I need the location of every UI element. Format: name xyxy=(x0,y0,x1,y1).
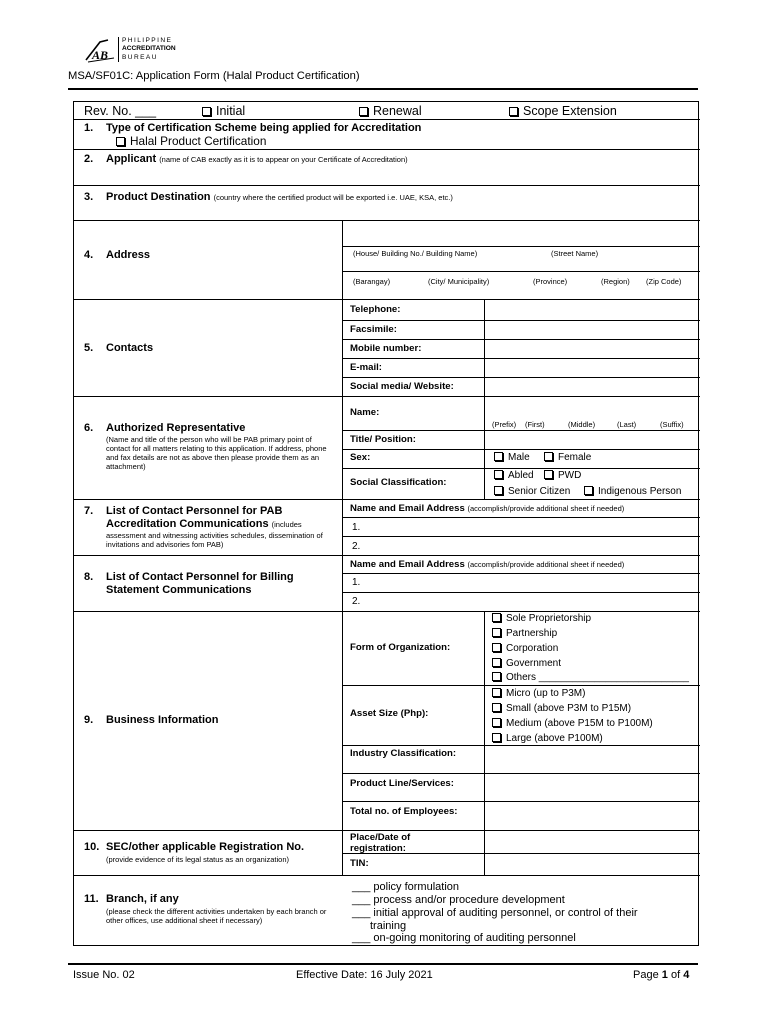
org-option-label: Sole Proprietorship xyxy=(506,613,592,624)
footer-rule xyxy=(68,963,698,965)
social-media-label: Social media/ Website: xyxy=(350,381,454,392)
product-line-label: Product Line/Services: xyxy=(350,778,454,789)
s2-applicant xyxy=(106,153,408,165)
checkbox-icon xyxy=(492,658,501,667)
place-date-label-1: Place/Date of xyxy=(350,832,411,843)
pab-logo xyxy=(84,36,204,66)
application-form xyxy=(73,101,699,946)
rev-scope-checkbox[interactable] xyxy=(509,104,617,118)
org-option-3[interactable] xyxy=(492,658,561,669)
rep-title-label: Title/ Position: xyxy=(350,434,416,445)
rule xyxy=(74,396,700,397)
rep-suffix-hint: (Suffix) xyxy=(660,420,684,429)
rule xyxy=(342,517,700,518)
org-option-1[interactable] xyxy=(492,628,557,639)
s2-num: 2. xyxy=(84,153,94,165)
indigenous-checkbox[interactable] xyxy=(584,486,681,497)
page-prefix: Page xyxy=(633,969,659,981)
branch-activity-3b: training xyxy=(370,920,407,932)
s2-note: (name of CAB exactly as it is to appear on your Certificate of Accreditation) xyxy=(159,155,408,164)
s8-name-email-label: Name and Email Address xyxy=(350,559,465,570)
checkbox-icon xyxy=(492,628,501,637)
s10-note: (provide evidence of its legal status as an organization) xyxy=(106,855,290,864)
rule xyxy=(484,611,485,875)
rule xyxy=(74,119,700,120)
telephone-label: Telephone: xyxy=(350,304,401,315)
org-option-label: Government xyxy=(506,658,562,669)
employees-label: Total no. of Employees: xyxy=(350,806,458,817)
logo-line-2: ACCREDITATION xyxy=(122,45,176,53)
logo-text xyxy=(118,37,176,62)
rev-renewal-label: Renewal xyxy=(373,104,422,118)
page-number: 1 xyxy=(661,969,668,981)
s7-name-email-label: Name and Email Address xyxy=(350,503,465,514)
checkbox-icon xyxy=(544,452,553,461)
s8-name-email xyxy=(350,559,624,570)
indigenous-label: Indigenous Person xyxy=(598,486,682,497)
s7-row-2: 2. xyxy=(352,541,361,552)
org-option-label: Partnership xyxy=(506,628,558,639)
senior-checkbox[interactable] xyxy=(494,486,570,497)
mobile-label: Mobile number: xyxy=(350,343,422,354)
s7-row-1: 1. xyxy=(352,522,361,533)
rule xyxy=(74,499,700,500)
branch-activity-1: ___ policy formulation xyxy=(352,881,460,893)
checkbox-icon xyxy=(359,107,368,116)
s8-name-email-note: (accomplish/provide additional sheet if needed) xyxy=(467,560,625,569)
rep-sex-label: Sex: xyxy=(350,452,371,463)
asset-option-label: Medium (above P15M to P100M) xyxy=(506,718,653,729)
checkbox-icon xyxy=(492,613,501,622)
rule xyxy=(342,271,700,272)
rep-name-label: Name: xyxy=(350,407,380,418)
s7-name-email xyxy=(350,503,624,514)
checkbox-icon xyxy=(509,107,518,116)
form-title: MSA/SF01C: Application Form (Halal Product Certification) xyxy=(68,70,360,82)
abled-checkbox[interactable] xyxy=(494,470,534,481)
rule xyxy=(74,611,700,612)
s10-label: SEC/other applicable Registration No. xyxy=(106,841,305,853)
s2-label: Applicant xyxy=(106,153,157,165)
s9-num: 9. xyxy=(84,714,94,726)
address-city-hint: (City/ Municipality) xyxy=(428,277,490,286)
rule xyxy=(342,536,700,537)
rule xyxy=(342,430,700,431)
address-region-hint: (Region) xyxy=(601,277,630,286)
s3-destination xyxy=(106,191,453,203)
effective-date: Effective Date: 16 July 2021 xyxy=(296,969,433,981)
facsimile-label: Facsimile: xyxy=(350,324,397,335)
rule xyxy=(342,377,700,378)
s5-num: 5. xyxy=(84,342,94,354)
logo-mark-text: AB xyxy=(92,48,109,62)
s7-label-2-wrap xyxy=(106,518,302,530)
checkbox-icon xyxy=(492,718,501,727)
address-province-hint: (Province) xyxy=(533,277,568,286)
rev-no-label: Rev. No. ___ xyxy=(84,104,157,118)
s7-note: assessment and witnessing activities schedules, dissemination of invitations and advisories fom PAB) xyxy=(106,531,323,549)
s8-row-2: 2. xyxy=(352,596,361,607)
asset-option-label: Micro (up to P3M) xyxy=(506,688,586,699)
rev-initial-label: Initial xyxy=(216,104,246,118)
checkbox-icon xyxy=(584,486,593,495)
s8-row-1: 1. xyxy=(352,577,361,588)
s7-label-2-note: (includes xyxy=(271,520,302,529)
logo-line-1: PHILIPPINE xyxy=(122,37,173,44)
s3-note: (country where the certified product will be exported i.e. UAE, KSA, etc.) xyxy=(213,193,453,202)
asset-option-0[interactable] xyxy=(492,688,585,699)
asset-option-label: Large (above P100M) xyxy=(506,733,603,744)
address-zip-hint: (Zip Code) xyxy=(646,277,682,286)
rule xyxy=(342,573,700,574)
rule xyxy=(484,299,485,499)
checkbox-icon xyxy=(544,470,553,479)
email-label: E-mail: xyxy=(350,362,382,373)
pwd-checkbox[interactable] xyxy=(544,470,581,481)
asset-option-1[interactable] xyxy=(492,703,631,714)
rep-first-hint: (First) xyxy=(525,420,545,429)
female-label: Female xyxy=(558,452,592,463)
tin-label: TIN: xyxy=(350,858,369,869)
rep-middle-hint: (Middle) xyxy=(568,420,596,429)
rep-last-hint: (Last) xyxy=(617,420,637,429)
pwd-label: PWD xyxy=(558,470,582,481)
page-total: 4 xyxy=(683,969,690,981)
rule xyxy=(342,358,700,359)
s8-label-2: Statement Communications xyxy=(106,584,252,596)
industry-label: Industry Classification: xyxy=(350,748,457,759)
rule xyxy=(342,801,700,802)
s11-label: Branch, if any xyxy=(106,893,179,905)
rule xyxy=(74,875,700,876)
s5-label: Contacts xyxy=(106,342,154,354)
address-street-hint: (Street Name) xyxy=(551,249,599,258)
checkbox-icon xyxy=(492,703,501,712)
halal-label: Halal Product Certification xyxy=(130,134,267,148)
rule xyxy=(74,185,700,186)
branch-activity-3: ___ initial approval of auditing personnel, or control of their xyxy=(352,907,638,919)
org-option-4[interactable] xyxy=(492,672,689,683)
rule xyxy=(342,449,700,450)
asset-size-label: Asset Size (Php): xyxy=(350,708,429,719)
rule xyxy=(74,149,700,150)
s1-label: Type of Certification Scheme being applied for Accreditation xyxy=(106,122,422,134)
asset-option-2[interactable] xyxy=(492,718,653,729)
rule xyxy=(342,592,700,593)
s9-label: Business Information xyxy=(106,714,219,726)
rev-renewal-checkbox[interactable] xyxy=(359,104,422,118)
place-date-label-2: registration: xyxy=(350,843,406,854)
checkbox-icon xyxy=(492,688,501,697)
s8-num: 8. xyxy=(84,571,94,583)
checkbox-icon xyxy=(494,486,503,495)
rep-prefix-hint: (Prefix) xyxy=(492,420,517,429)
s8-label-1: List of Contact Personnel for Billing xyxy=(106,571,294,583)
s10-num: 10. xyxy=(84,841,100,853)
address-house-hint: (House/ Building No./ Building Name) xyxy=(353,249,478,258)
rev-scope-label: Scope Extension xyxy=(523,104,617,118)
asset-option-label: Small (above P3M to P15M) xyxy=(506,703,632,714)
s6-label: Authorized Representative xyxy=(106,422,246,434)
s7-num: 7. xyxy=(84,505,94,517)
checkbox-icon xyxy=(202,107,211,116)
form-org-label: Form of Organization: xyxy=(350,642,451,653)
org-option-label: Others ___________________________ xyxy=(506,672,689,683)
branch-activity-2: ___ process and/or procedure development xyxy=(352,894,565,906)
s4-num: 4. xyxy=(84,249,94,261)
org-option-0[interactable] xyxy=(492,613,591,624)
checkbox-icon xyxy=(494,452,503,461)
s7-label-1: List of Contact Personnel for PAB xyxy=(106,505,283,517)
social-class-label: Social Classification: xyxy=(350,477,447,488)
asset-option-3[interactable] xyxy=(492,733,603,744)
rule xyxy=(74,299,700,300)
branch-activity-4: ___ on-going monitoring of auditing personnel xyxy=(352,932,576,944)
s3-num: 3. xyxy=(84,191,94,203)
rev-initial-checkbox[interactable] xyxy=(202,104,245,118)
rule xyxy=(342,220,343,875)
rule xyxy=(342,320,700,321)
rule xyxy=(342,246,700,247)
address-barangay-hint: (Barangay) xyxy=(353,277,391,286)
title-rule xyxy=(68,88,698,90)
rule xyxy=(342,773,700,774)
s1-num: 1. xyxy=(84,122,94,134)
org-option-label: Corporation xyxy=(506,643,559,654)
male-checkbox[interactable] xyxy=(494,452,530,463)
rule xyxy=(74,220,700,221)
issue-no: Issue No. 02 xyxy=(73,969,135,981)
male-label: Male xyxy=(508,452,530,463)
senior-label: Senior Citizen xyxy=(508,486,571,497)
logo-line-3: BUREAU xyxy=(122,53,158,61)
org-option-2[interactable] xyxy=(492,643,558,654)
s7-name-email-note: (accomplish/provide additional sheet if needed) xyxy=(467,504,625,513)
s11-note: (please check the different activities undertaken by each branch or other offices, use additional sheet if necessary) xyxy=(106,907,327,925)
abled-label: Abled xyxy=(508,470,534,481)
halal-checkbox[interactable] xyxy=(116,134,266,148)
checkbox-icon xyxy=(492,672,501,681)
rule xyxy=(342,468,700,469)
rule xyxy=(342,745,700,746)
rule xyxy=(342,339,700,340)
s4-label: Address xyxy=(106,249,151,261)
checkbox-icon xyxy=(492,733,501,742)
female-checkbox[interactable] xyxy=(544,452,591,463)
s3-label: Product Destination xyxy=(106,191,211,203)
s7-label-2: Accreditation Communications xyxy=(106,518,269,530)
page-of: of xyxy=(670,969,681,981)
s6-num: 6. xyxy=(84,422,94,434)
s6-note: (Name and title of the person who will be PAB primary point of contact for all matters relating to this application. If address, phone and fax details are not as above then please provide them as an attachment) xyxy=(106,435,327,471)
checkbox-icon xyxy=(116,137,125,146)
s11-num: 11. xyxy=(84,893,99,905)
page-indicator xyxy=(633,969,689,981)
rule xyxy=(74,830,700,831)
rule xyxy=(342,685,700,686)
checkbox-icon xyxy=(494,470,503,479)
rule xyxy=(74,555,700,556)
checkbox-icon xyxy=(492,643,501,652)
